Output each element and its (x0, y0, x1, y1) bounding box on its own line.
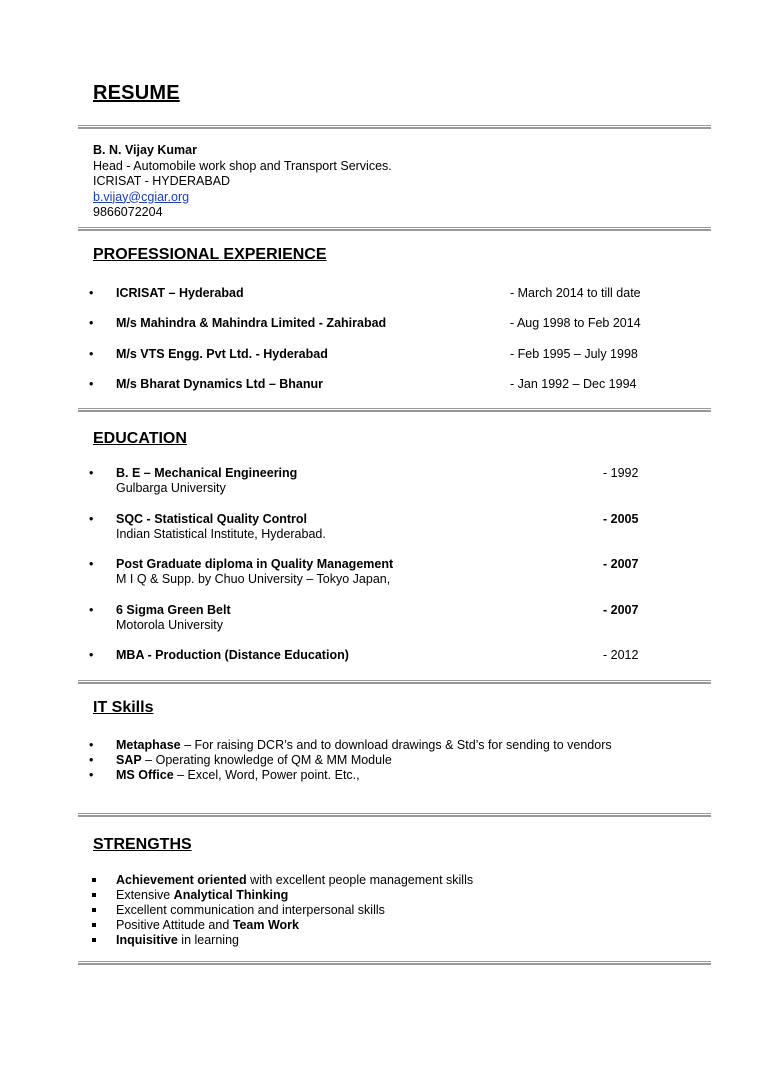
year: - 2007 (603, 557, 639, 571)
employer: M/s Bharat Dynamics Ltd – Bhanur (116, 377, 323, 391)
employer: M/s Mahindra & Mahindra Limited - Zahirabad (116, 316, 387, 330)
strength-text: Positive Attitude and (116, 918, 233, 932)
institution: Motorola University (116, 618, 223, 632)
divider (78, 227, 711, 231)
it-skills-heading: IT Skills (93, 699, 154, 716)
skill-name: MS Office (116, 768, 174, 782)
contact-block (93, 143, 392, 221)
institution: Gulbarga University (116, 481, 226, 495)
square-bullet-icon (92, 923, 96, 927)
divider (78, 680, 711, 684)
skill-name: SAP (116, 753, 142, 767)
divider (78, 408, 711, 412)
square-bullet-icon (92, 908, 96, 912)
email-link[interactable]: b.vijay@cgiar.org (93, 189, 190, 204)
divider (78, 813, 711, 817)
employment-period: - Aug 1998 to Feb 2014 (510, 316, 641, 330)
square-bullet-icon (92, 938, 96, 942)
employment-period: - March 2014 to till date (510, 286, 641, 300)
strength-text: Excellent communication and interpersonal skills (116, 903, 385, 917)
current-position: Head - Automobile work shop and Transport Services. (93, 158, 392, 173)
skill-description: – Operating knowledge of QM & MM Module (141, 753, 392, 767)
degree: SQC - Statistical Quality Control (116, 512, 307, 526)
strength-text: with excellent people management skills (246, 873, 474, 887)
strength-emphasis: Achievement oriented (116, 873, 247, 887)
bullet-icon: • (89, 286, 94, 300)
divider (78, 125, 711, 129)
bullet-icon: • (89, 316, 94, 330)
candidate-name: B. N. Vijay Kumar (93, 143, 197, 157)
strength-emphasis: Inquisitive (116, 933, 178, 947)
strengths-heading: STRENGTHS (93, 836, 192, 853)
bullet-icon: • (89, 768, 94, 782)
bullet-icon: • (89, 738, 94, 752)
bullet-icon: • (89, 753, 94, 767)
year: - 1992 (603, 466, 639, 480)
skill-description: – For raising DCR’s and to download drawings & Std’s for sending to vendors (180, 738, 612, 752)
institution: Indian Statistical Institute, Hyderabad. (116, 527, 326, 541)
strength-text: Extensive (116, 888, 174, 902)
bullet-icon: • (89, 557, 94, 571)
bullet-icon: • (89, 377, 94, 391)
bullet-icon: • (89, 648, 94, 662)
education-heading: EDUCATION (93, 430, 187, 447)
year: - 2005 (603, 512, 639, 526)
bullet-icon: • (89, 466, 94, 480)
degree: MBA - Production (Distance Education) (116, 648, 349, 662)
bullet-icon: • (89, 512, 94, 526)
strength-emphasis: Team Work (232, 918, 299, 932)
bullet-icon: • (89, 347, 94, 361)
divider (78, 961, 711, 965)
degree: B. E – Mechanical Engineering (116, 466, 298, 480)
strength-text: in learning (177, 933, 239, 947)
square-bullet-icon (92, 893, 96, 897)
resume-title: RESUME (93, 82, 180, 104)
bullet-icon: • (89, 603, 94, 617)
employment-period: - Feb 1995 – July 1998 (510, 347, 638, 361)
organization: ICRISAT - HYDERABAD (93, 174, 231, 188)
year: - 2007 (603, 603, 639, 617)
institution: M I Q & Supp. by Chuo University – Tokyo Japan, (116, 572, 391, 586)
skill-description: – Excel, Word, Power point. Etc., (173, 768, 360, 782)
experience-heading: PROFESSIONAL EXPERIENCE (93, 246, 327, 263)
employer: M/s VTS Engg. Pvt Ltd. - Hyderabad (116, 347, 328, 361)
skill-name: Metaphase (116, 738, 181, 752)
square-bullet-icon (92, 878, 96, 882)
phone-number: 9866072204 (93, 205, 163, 219)
year: - 2012 (603, 648, 639, 662)
degree: Post Graduate diploma in Quality Management (116, 557, 394, 571)
degree: 6 Sigma Green Belt (116, 603, 231, 617)
strength-emphasis: Analytical Thinking (173, 888, 289, 902)
employment-period: - Jan 1992 – Dec 1994 (510, 377, 637, 391)
employer: ICRISAT – Hyderabad (116, 286, 244, 300)
